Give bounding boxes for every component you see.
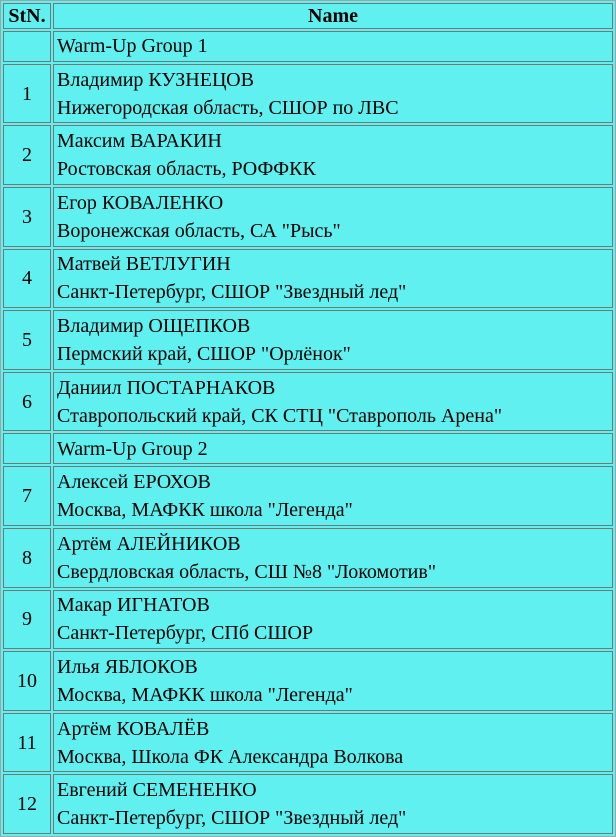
athlete-name: Евгений СЕМЕНЕНКО [57,779,257,802]
athlete-row [3,64,613,124]
athlete-row [3,651,613,711]
column-header-name: Name [53,3,613,29]
start-number: 3 [3,187,51,247]
start-number: 9 [3,590,51,650]
start-number: 2 [3,125,51,185]
start-number: 7 [3,466,51,526]
athlete-club: Санкт-Петербург, СШОР "Звездный лед" [57,281,407,304]
athlete-club: Воронежская область, СА "Рысь" [57,219,341,242]
athlete-row [3,372,613,432]
start-number: 12 [3,774,51,834]
athlete-row [3,774,613,834]
athlete-cell [53,713,613,773]
athlete-row [3,125,613,185]
group-stn-empty [3,31,51,62]
athlete-row [3,466,613,526]
start-number: 11 [3,713,51,773]
athlete-name: Макар ИГНАТОВ [57,594,210,617]
athlete-row [3,713,613,773]
athlete-name: Владимир ОЩЕПКОВ [57,315,251,338]
athlete-cell [53,590,613,650]
athlete-club: Пермский край, СШОР "Орлёнок" [57,343,351,366]
athlete-club: Ростовская область, РОФФКК [57,158,316,181]
start-number: 8 [3,528,51,588]
warmup-group-row [3,433,613,464]
athlete-club: Москва, Школа ФК Александра Волкова [57,745,404,768]
athlete-cell [53,372,613,432]
warmup-group-row [3,31,613,62]
athlete-name: Егор КОВАЛЕНКО [57,191,224,214]
column-header-stn: StN. [3,3,51,29]
start-number: 6 [3,372,51,432]
athlete-row [3,187,613,247]
warmup-group-title: Warm-Up Group 2 [53,433,613,464]
athlete-row [3,310,613,370]
athlete-cell [53,466,613,526]
athlete-club: Москва, МАФКК школа "Легенда" [57,499,353,522]
athlete-row [3,249,613,309]
athlete-club: Ставропольский край, СК СТЦ "Ставрополь Арена" [57,404,503,427]
athlete-cell [53,528,613,588]
athlete-row [3,528,613,588]
start-number: 4 [3,249,51,309]
group-stn-empty [3,433,51,464]
athlete-cell [53,651,613,711]
athlete-name: Артём АЛЕЙНИКОВ [57,532,241,555]
athlete-name: Максим ВАРАКИН [57,130,222,153]
start-number: 5 [3,310,51,370]
athlete-cell [53,774,613,834]
athlete-name: Матвей ВЕТЛУГИН [57,253,231,276]
athlete-row [3,590,613,650]
start-number: 1 [3,64,51,124]
athlete-cell [53,310,613,370]
athlete-club: Нижегородская область, СШОР по ЛВС [57,96,399,119]
start-number: 10 [3,651,51,711]
athlete-cell [53,187,613,247]
warmup-group-title: Warm-Up Group 1 [53,31,613,62]
athlete-name: Даниил ПОСТАРНАКОВ [57,376,276,399]
athlete-club: Свердловская область, СШ №8 "Локомотив" [57,560,436,583]
athlete-club: Москва, МАФКК школа "Легенда" [57,683,353,706]
athlete-name: Артём КОВАЛЁВ [57,717,210,740]
athlete-club: Санкт-Петербург, СПб СШОР [57,622,314,645]
athlete-name: Владимир КУЗНЕЦОВ [57,68,254,91]
athlete-cell [53,125,613,185]
athlete-club: Санкт-Петербург, СШОР "Звездный лед" [57,807,407,830]
athlete-cell [53,249,613,309]
header-row [3,3,613,29]
athlete-name: Алексей ЕРОХОВ [57,471,211,494]
athlete-cell [53,64,613,124]
athlete-name: Илья ЯБЛОКОВ [57,655,198,678]
